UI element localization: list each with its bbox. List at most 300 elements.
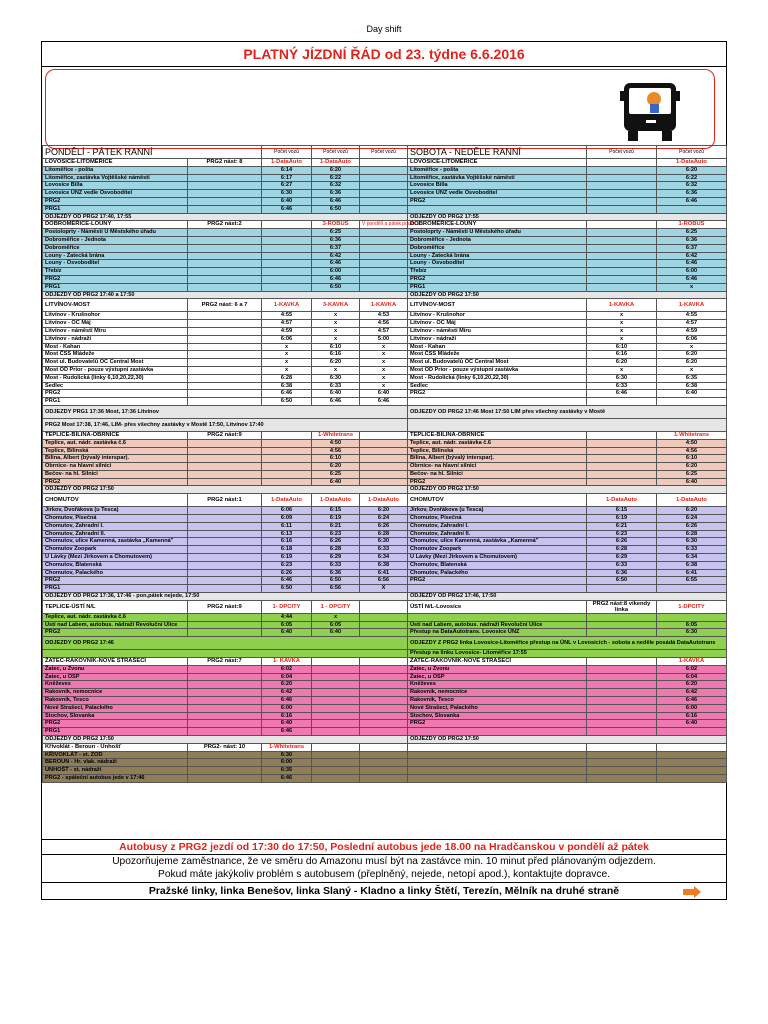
cell-f: Litvínov - náměstí Míru bbox=[408, 327, 587, 335]
timetable-row bbox=[43, 593, 727, 601]
cell-f: PRG2 bbox=[408, 390, 587, 398]
timetable-row bbox=[43, 486, 727, 494]
cell-h: 6:34 bbox=[657, 554, 727, 562]
cell-h: 6:22 bbox=[657, 174, 727, 182]
cell-d: 6:50 bbox=[312, 283, 360, 291]
cell-f: Lovosice Billa bbox=[408, 182, 587, 190]
cell-a: Litvínov - nádraží bbox=[43, 335, 188, 343]
cell-f: ODJEZDY OD PRG2 17:46 Most 17:50 LIM přes všechny zastávky v Mostě bbox=[408, 405, 727, 418]
cell-b bbox=[188, 166, 262, 174]
cell-h: 6:05 bbox=[657, 621, 727, 629]
cell-b bbox=[188, 712, 262, 720]
cell-a: PRG1 bbox=[43, 398, 188, 406]
cell-d bbox=[312, 751, 360, 759]
timetable-row bbox=[43, 569, 727, 577]
cell-a: Bečov- na hl. Silnici bbox=[43, 470, 188, 478]
timetable-row bbox=[43, 439, 727, 447]
cell-b bbox=[188, 554, 262, 562]
timetable-row bbox=[43, 398, 727, 406]
cell-a: Lovosice Billa bbox=[43, 182, 188, 190]
cell-c: 6:13 bbox=[262, 530, 312, 538]
cell-g bbox=[587, 751, 657, 759]
cell-b: PRG2 nást:2 bbox=[188, 221, 262, 229]
timetable-row bbox=[43, 374, 727, 382]
cell-f: PRG2 bbox=[408, 478, 587, 486]
cell-d: 6:26 bbox=[312, 538, 360, 546]
cell-a: PRG2 bbox=[43, 390, 188, 398]
cell-g: x bbox=[587, 320, 657, 328]
cell-h: 6:25 bbox=[657, 470, 727, 478]
cell-c: 6:40 bbox=[262, 720, 312, 728]
timetable-row bbox=[43, 197, 727, 205]
cell-c: 1-KAVKA bbox=[262, 299, 312, 312]
cell-h bbox=[657, 751, 727, 759]
cell-d: 6:50 bbox=[312, 205, 360, 213]
timetable-row bbox=[43, 704, 727, 712]
cell-d bbox=[312, 728, 360, 736]
cell-a: Chomutov, Písečná bbox=[43, 515, 188, 523]
cell-d: 6:37 bbox=[312, 244, 360, 252]
cell-c: 6:30 bbox=[262, 751, 312, 759]
cell-g bbox=[587, 774, 657, 782]
cell-a: Chomutov Zoopark bbox=[43, 546, 188, 554]
cell-e: 6:30 bbox=[360, 538, 408, 546]
timetable-row bbox=[43, 530, 727, 538]
cell-c: 6:05 bbox=[262, 621, 312, 629]
timetable-row bbox=[43, 546, 727, 554]
cell-c bbox=[262, 431, 312, 439]
cell-d: 6:22 bbox=[312, 174, 360, 182]
cell-g: x bbox=[587, 366, 657, 374]
timetable-row bbox=[43, 335, 727, 343]
timetable-row bbox=[43, 275, 727, 283]
cell-g bbox=[587, 221, 657, 229]
cell-a: PRG1 bbox=[43, 283, 188, 291]
cell-c bbox=[262, 229, 312, 237]
cell-c: 6:04 bbox=[262, 673, 312, 681]
cell-a: Chomutov, Blatenská bbox=[43, 561, 188, 569]
cell-h: 6:46 bbox=[657, 197, 727, 205]
cell-b bbox=[188, 447, 262, 455]
cell-c bbox=[262, 447, 312, 455]
cell-h: 6:02 bbox=[657, 665, 727, 673]
cell-h: 6:40 bbox=[657, 478, 727, 486]
timetable-row bbox=[43, 494, 727, 507]
cell-c bbox=[262, 439, 312, 447]
cell-d: 6:30 bbox=[312, 374, 360, 382]
cell-f: Chomutov, ulice Kamenná, zastávka „Kamenná" bbox=[408, 538, 587, 546]
cell-e bbox=[360, 455, 408, 463]
cell-g bbox=[587, 439, 657, 447]
cell-f: Most ul. Budovatelů OC Central Most bbox=[408, 359, 587, 367]
cell-e: 4:57 bbox=[360, 327, 408, 335]
cell-c bbox=[262, 283, 312, 291]
cell-e bbox=[360, 283, 408, 291]
cell-d bbox=[312, 689, 360, 697]
cell-f: Louny - Osvoboditel bbox=[408, 260, 587, 268]
next-page-arrow-icon[interactable] bbox=[682, 886, 702, 898]
cell-c: 6:11 bbox=[262, 522, 312, 530]
cell-b bbox=[188, 751, 262, 759]
timetable-row bbox=[43, 681, 727, 689]
cell-g: PRG2 nást:8 víkendy linka bbox=[587, 600, 657, 613]
cell-d: 6:33 bbox=[312, 561, 360, 569]
cell-e bbox=[360, 673, 408, 681]
cell-h bbox=[657, 398, 727, 406]
cell-b: PRG2 nást:9 bbox=[188, 600, 262, 613]
cell-b bbox=[188, 720, 262, 728]
column-label: Počet vozů bbox=[262, 146, 312, 159]
cell-e: 6:46 bbox=[360, 398, 408, 406]
cell-e bbox=[360, 205, 408, 213]
cell-g: 6:23 bbox=[587, 530, 657, 538]
cell-h bbox=[657, 774, 727, 782]
cell-h: 6:10 bbox=[657, 455, 727, 463]
timetable-row bbox=[43, 507, 727, 515]
cell-c: 1-DataAuto bbox=[262, 494, 312, 507]
timetable-row bbox=[43, 174, 727, 182]
cell-h: 6:35 bbox=[657, 374, 727, 382]
cell-e: 6:56 bbox=[360, 577, 408, 585]
cell-e: x bbox=[360, 382, 408, 390]
timetable-row bbox=[43, 665, 727, 673]
cell-e: 4:53 bbox=[360, 312, 408, 320]
cell-a: Louny - Žatecká brána bbox=[43, 252, 188, 260]
cell-d: 4:50 bbox=[312, 439, 360, 447]
cell-h: 6:42 bbox=[657, 252, 727, 260]
cell-e bbox=[360, 621, 408, 629]
cell-d bbox=[312, 697, 360, 705]
cell-h: 6:20 bbox=[657, 359, 727, 367]
weekend-title: SOBOTA - NEDĚLE RANNÍ bbox=[408, 146, 587, 159]
cell-f: Žatec, u OSP bbox=[408, 673, 587, 681]
cell-a: Dobroměřice - Jednota bbox=[43, 236, 188, 244]
cell-a: DOBROMĚŘICE-LOUNY bbox=[43, 221, 188, 229]
cell-c: 6:06 bbox=[262, 335, 312, 343]
cell-h: 6:46 bbox=[657, 260, 727, 268]
cell-h: 6:26 bbox=[657, 522, 727, 530]
cell-b bbox=[188, 665, 262, 673]
cell-b bbox=[188, 515, 262, 523]
weekday-title: PONDĚLÍ - PÁTEK RANNÍ bbox=[43, 146, 262, 159]
timetable-row bbox=[43, 455, 727, 463]
cell-a: CHOMUTOV bbox=[43, 494, 188, 507]
cell-d: x bbox=[312, 613, 360, 621]
cell-b bbox=[188, 268, 262, 276]
notice-line: Upozorňujeme zaměstnance, že ve směru do Amazonu musí být na zastávce min. 10 minut před plánovaným odjezdem. bbox=[112, 856, 656, 867]
cell-f: Chomutov Zoopark bbox=[408, 546, 587, 554]
cell-e bbox=[360, 431, 408, 439]
cell-g: 6:36 bbox=[587, 569, 657, 577]
cell-b bbox=[188, 538, 262, 546]
cell-b bbox=[188, 681, 262, 689]
cell-f: ODJEZDY OD PRG2 17:55 bbox=[408, 213, 727, 221]
cell-g bbox=[587, 689, 657, 697]
cell-f: U Lávky (Mezi Jirkovem a Chomutovem) bbox=[408, 554, 587, 562]
cell-b bbox=[188, 366, 262, 374]
timetable-row bbox=[43, 658, 727, 666]
cell-g bbox=[587, 712, 657, 720]
cell-a: ODJEZDY OD PRG2 17:50 bbox=[43, 736, 408, 744]
timetable-row bbox=[43, 366, 727, 374]
cell-d: 6:46 bbox=[312, 197, 360, 205]
timetable-frame bbox=[41, 41, 727, 900]
cell-d: 6:46 bbox=[312, 398, 360, 406]
cell-f bbox=[408, 767, 587, 775]
timetable-row bbox=[43, 431, 727, 439]
cell-h: 1-DataAuto bbox=[657, 494, 727, 507]
cell-h: 6:37 bbox=[657, 244, 727, 252]
timetable-row bbox=[43, 463, 727, 471]
cell-e bbox=[360, 174, 408, 182]
cell-c: 6:18 bbox=[262, 546, 312, 554]
timetable-row bbox=[43, 351, 727, 359]
cell-a: ŽATEC-RAKOVNÍK-NOVÉ STRAŠECÍ bbox=[43, 658, 188, 666]
notice bbox=[42, 854, 726, 881]
cell-f: ODJEZDY Z PRG2 linka Lovosice-Litoměřice přestup na ÚNL v Lovosicích - sobota a neděle posádá DataAutotrans bbox=[408, 637, 727, 650]
cell-c: 6:19 bbox=[262, 554, 312, 562]
cell-b bbox=[188, 252, 262, 260]
timetable-row bbox=[43, 751, 727, 759]
cell-h: 4:55 bbox=[657, 312, 727, 320]
cell-b bbox=[188, 182, 262, 190]
cell-c: 6:23 bbox=[262, 561, 312, 569]
timetable-row bbox=[43, 621, 727, 629]
cell-a: PRG2 bbox=[43, 478, 188, 486]
cell-g: 6:29 bbox=[587, 554, 657, 562]
cell-e bbox=[360, 774, 408, 782]
cell-f: PRG2 bbox=[408, 577, 587, 585]
cell-d: 6:25 bbox=[312, 229, 360, 237]
cell-a: PRG2 - spáteční autobus jede v 17:46 bbox=[43, 774, 188, 782]
cell-h bbox=[657, 585, 727, 593]
cell-h: x bbox=[657, 343, 727, 351]
cell-h: 6:00 bbox=[657, 704, 727, 712]
cell-d bbox=[312, 759, 360, 767]
cell-f: Chomutov, Písečná bbox=[408, 515, 587, 523]
cell-e: 6:34 bbox=[360, 554, 408, 562]
cell-d: 6:46 bbox=[312, 260, 360, 268]
cell-e: 5:00 bbox=[360, 335, 408, 343]
cell-b bbox=[188, 470, 262, 478]
cell-c: 6:46 bbox=[262, 728, 312, 736]
cell-g: 6:33 bbox=[587, 561, 657, 569]
timetable-row bbox=[43, 221, 727, 229]
cell-c: 1-DataAuto bbox=[262, 159, 312, 167]
cell-b bbox=[188, 697, 262, 705]
cell-a: KŘIVOKLÁT - st. ZOD bbox=[43, 751, 188, 759]
cell-e bbox=[360, 681, 408, 689]
cell-g bbox=[587, 463, 657, 471]
cell-a: LOVOSICE-LITOMĚŘICE bbox=[43, 159, 188, 167]
cell-a: Chomutov, ulice Kamenná, zastávka „Kamenná" bbox=[43, 538, 188, 546]
cell-b: PRG2- nást: 10 bbox=[188, 743, 262, 751]
cell-f: Přestup na linku Lovosice- Litoměřice 17:55 bbox=[408, 650, 727, 658]
cell-e: x bbox=[360, 343, 408, 351]
cell-h: 6:28 bbox=[657, 530, 727, 538]
cell-b bbox=[188, 260, 262, 268]
cell-a: Obrnice- na hlavní silnici bbox=[43, 463, 188, 471]
cell-h: 6:30 bbox=[657, 629, 727, 637]
cell-b bbox=[188, 439, 262, 447]
cell-a: Litvínov - Krušnohor bbox=[43, 312, 188, 320]
timetable-row bbox=[43, 613, 727, 621]
cell-c bbox=[262, 260, 312, 268]
cell-a: BEROUN - Hr. vlak. nádraží bbox=[43, 759, 188, 767]
cell-a: Rakovník, nemocnice bbox=[43, 689, 188, 697]
cell-f: PRG2 bbox=[408, 275, 587, 283]
cell-h: 6:32 bbox=[657, 182, 727, 190]
cell-g bbox=[587, 665, 657, 673]
cell-f: Teplice, Bílinská bbox=[408, 447, 587, 455]
cell-e: X bbox=[360, 585, 408, 593]
cell-a: Rakovník, Tesco bbox=[43, 697, 188, 705]
cell-d: 6:36 bbox=[312, 236, 360, 244]
cell-e: 6:33 bbox=[360, 546, 408, 554]
cell-c: 6:46 bbox=[262, 390, 312, 398]
cell-a: Žatec, u Zvonu bbox=[43, 665, 188, 673]
cell-f: PRG1 bbox=[408, 283, 587, 291]
cell-b bbox=[188, 229, 262, 237]
cell-e bbox=[360, 712, 408, 720]
cell-h: 4:59 bbox=[657, 327, 727, 335]
cell-c: 6:46 bbox=[262, 697, 312, 705]
cell-a: TEPLICE-BÍLINA-OBRNICE bbox=[43, 431, 188, 439]
cell-a: Postoloprty - Náměstí U Městského úřadu bbox=[43, 229, 188, 237]
cell-f: Kněževes bbox=[408, 681, 587, 689]
cell-c: 6:14 bbox=[262, 166, 312, 174]
cell-f: Litvínov - Krušnohor bbox=[408, 312, 587, 320]
cell-d: 3-ROBUS bbox=[312, 221, 360, 229]
cell-h: 6:20 bbox=[657, 681, 727, 689]
cell-d: 6:05 bbox=[312, 621, 360, 629]
cell-f: Dobroměřice - Jednota bbox=[408, 236, 587, 244]
cell-h: 6:20 bbox=[657, 463, 727, 471]
cell-d: 6:15 bbox=[312, 507, 360, 515]
timetable-row bbox=[43, 774, 727, 782]
cell-a: ODJEZDY PRG1 17:36 Most, 17:36 Litvínov bbox=[43, 405, 408, 418]
cell-b bbox=[188, 629, 262, 637]
cell-a: PRG1 bbox=[43, 585, 188, 593]
cell-a: Teplice, aut. nádr. zastávka č.6 bbox=[43, 439, 188, 447]
cell-g bbox=[587, 205, 657, 213]
other-lines-note bbox=[42, 882, 726, 899]
cell-f: Litoměřice, zastávka Vojtěšské náměstí bbox=[408, 174, 587, 182]
cell-c: 6:27 bbox=[262, 182, 312, 190]
cell-b bbox=[188, 689, 262, 697]
cell-b bbox=[188, 463, 262, 471]
cell-d: 6:10 bbox=[312, 343, 360, 351]
cell-c: 6:00 bbox=[262, 704, 312, 712]
cell-g bbox=[587, 268, 657, 276]
cell-b bbox=[188, 312, 262, 320]
timetable-row bbox=[43, 405, 727, 418]
cell-a: Jirkov, Dvořákova (u Tesca) bbox=[43, 507, 188, 515]
cell-c bbox=[262, 236, 312, 244]
cell-d: 6:46 bbox=[312, 275, 360, 283]
cell-a: PRG2 bbox=[43, 629, 188, 637]
cell-h: 6:30 bbox=[657, 538, 727, 546]
cell-d: x bbox=[312, 366, 360, 374]
cell-c: 6:00 bbox=[262, 759, 312, 767]
timetable-row bbox=[43, 759, 727, 767]
cell-a: ODJEZDY OD PRG2 17:40 a 17:50 bbox=[43, 291, 408, 299]
timetable-row bbox=[43, 418, 727, 431]
timetable-row bbox=[43, 252, 727, 260]
cell-b bbox=[188, 522, 262, 530]
timetable-row bbox=[43, 268, 727, 276]
cell-a: Žatec, u OSP bbox=[43, 673, 188, 681]
cell-h: 6:40 bbox=[657, 390, 727, 398]
cell-e bbox=[360, 268, 408, 276]
cell-b bbox=[188, 351, 262, 359]
cell-f: Most - Kahan bbox=[408, 343, 587, 351]
cell-b bbox=[188, 283, 262, 291]
cell-b bbox=[188, 673, 262, 681]
cell-a: LITVÍNOV-MOST bbox=[43, 299, 188, 312]
cell-f: Rakovník, nemocnice bbox=[408, 689, 587, 697]
cell-g bbox=[587, 720, 657, 728]
cell-b bbox=[188, 190, 262, 198]
cell-e bbox=[360, 704, 408, 712]
cell-a: Litoměřice - pošta bbox=[43, 166, 188, 174]
cell-e bbox=[360, 197, 408, 205]
cell-f bbox=[408, 205, 587, 213]
cell-c: x bbox=[262, 351, 312, 359]
cell-d: 6:21 bbox=[312, 522, 360, 530]
cell-b bbox=[188, 767, 262, 775]
timetable-row bbox=[43, 244, 727, 252]
cell-h: 1-KAVKA bbox=[657, 299, 727, 312]
cell-a: ODJEZDY OD PRG2 17:40, 17:55 bbox=[43, 213, 408, 221]
timetable-row bbox=[43, 629, 727, 637]
cell-d: 6:56 bbox=[312, 585, 360, 593]
cell-c: 6:06 bbox=[262, 507, 312, 515]
cell-b bbox=[188, 382, 262, 390]
cell-a: ODJEZDY OD PRG2 17:46 bbox=[43, 637, 408, 650]
cell-g: 6:26 bbox=[587, 538, 657, 546]
cell-b bbox=[188, 530, 262, 538]
cell-e bbox=[360, 229, 408, 237]
cell-a: Most ČSS Mládeže bbox=[43, 351, 188, 359]
cell-b: PRG2 nást:1 bbox=[188, 494, 262, 507]
cell-a: Chomutov, Zahradní I. bbox=[43, 522, 188, 530]
cell-c: 6:38 bbox=[262, 382, 312, 390]
cell-c: 1- DPCITY bbox=[262, 600, 312, 613]
cell-f: Přestup na DataAutotrans. Lovosice ÚNZ bbox=[408, 629, 587, 637]
cell-e bbox=[360, 751, 408, 759]
cell-g bbox=[587, 673, 657, 681]
cell-f: Žatec, u Zvonu bbox=[408, 665, 587, 673]
cell-h: 6:38 bbox=[657, 561, 727, 569]
cell-h: 6:36 bbox=[657, 190, 727, 198]
cell-c: 6:28 bbox=[262, 374, 312, 382]
cell-e: 6:40 bbox=[360, 390, 408, 398]
cell-d bbox=[312, 712, 360, 720]
cell-a: Třebíz bbox=[43, 268, 188, 276]
cell-b bbox=[188, 569, 262, 577]
logo-banner bbox=[45, 69, 715, 149]
cell-b bbox=[188, 455, 262, 463]
cell-e bbox=[360, 236, 408, 244]
cell-f: Lovosice ÚNZ vedle Osvobodítel bbox=[408, 190, 587, 198]
timetable-row bbox=[43, 470, 727, 478]
cell-h: 6:46 bbox=[657, 697, 727, 705]
cell-b bbox=[188, 174, 262, 182]
cell-h: 6:24 bbox=[657, 515, 727, 523]
cell-e bbox=[360, 759, 408, 767]
cell-f bbox=[408, 743, 587, 751]
